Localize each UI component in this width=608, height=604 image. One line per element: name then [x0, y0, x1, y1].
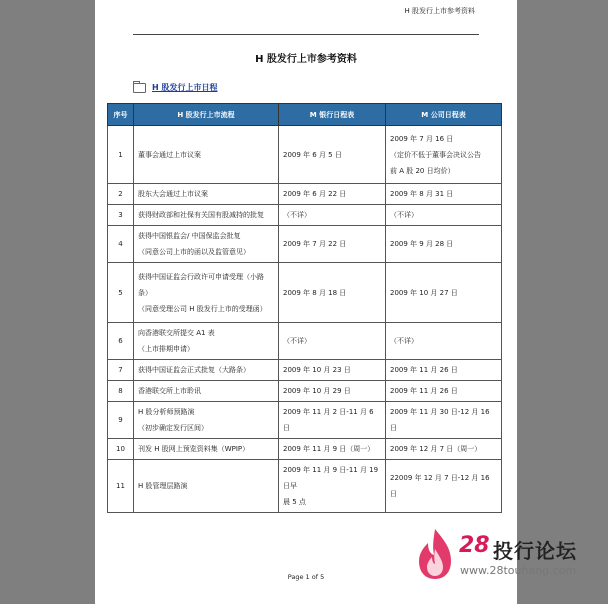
cell-no: 6	[108, 323, 134, 360]
cell-step-line: H 股管理层路演	[138, 482, 188, 490]
cell-bank	[279, 126, 386, 184]
cell-step-line: H 股分析师预路演	[138, 408, 195, 416]
watermark-brand: 投行论坛	[493, 539, 577, 563]
header-no: 序号	[108, 104, 134, 126]
table-header-row	[108, 104, 502, 126]
cell-company-line: 前 A 股 20 日均价）	[390, 166, 455, 175]
cell-bank	[279, 402, 386, 439]
cell-step-line: 获得中国银监会/ 中国保监会批复	[138, 232, 241, 240]
cell-step-line: 获得中国证监会行政许可申请受理（小路	[138, 272, 264, 281]
cell-company	[386, 226, 502, 263]
cell-step	[134, 439, 279, 460]
cell-bank	[279, 263, 386, 323]
schedule-table	[107, 103, 502, 513]
cell-company	[386, 126, 502, 184]
cell-step	[134, 360, 279, 381]
cell-bank-line: 晨 5 点	[283, 498, 306, 506]
cell-bank-line: （不详）	[283, 211, 311, 219]
cell-bank-line: 2009 年 10 月 23 日	[283, 366, 351, 374]
subsection	[133, 82, 217, 93]
cell-step-line: （初步确定发行区间）	[138, 424, 208, 432]
cell-step-line: 向香港联交所提交 A1 表	[138, 329, 215, 337]
table-row	[108, 360, 502, 381]
cell-bank	[279, 226, 386, 263]
table-row	[108, 402, 502, 439]
cell-step-line: 条）	[138, 288, 152, 297]
cell-bank	[279, 205, 386, 226]
cell-bank-line: 2009 年 6 月 22 日	[283, 190, 347, 198]
cell-step	[134, 226, 279, 263]
cell-no: 3	[108, 205, 134, 226]
cell-bank-line: 2009 年 11 月 9 日（周一）	[283, 445, 375, 453]
cell-company	[386, 460, 502, 513]
cell-company	[386, 439, 502, 460]
table-row	[108, 184, 502, 205]
cell-bank-line: 2009 年 10 月 29 日	[283, 387, 351, 395]
table-row	[108, 439, 502, 460]
header-company: M 公司日程表	[386, 104, 502, 126]
cell-step-line: （同意公司上市的函以及监管意见）	[138, 248, 250, 256]
table-row	[108, 263, 502, 323]
cell-step-line: 董事会通过上市议案	[138, 150, 201, 159]
cell-no: 9	[108, 402, 134, 439]
cell-step	[134, 205, 279, 226]
cell-bank-line: 2009 年 8 月 18 日	[283, 288, 347, 297]
cell-step	[134, 460, 279, 513]
cell-step	[134, 126, 279, 184]
table-body	[108, 126, 502, 513]
cell-step	[134, 402, 279, 439]
cell-company-line: 2009 年 11 月 30 日-12 月 16 日	[390, 408, 490, 432]
cell-bank-line: 2009 年 11 月 2 日-11 月 6 日	[283, 408, 374, 432]
header-rule	[133, 34, 479, 35]
folder-icon	[133, 83, 146, 93]
cell-bank	[279, 381, 386, 402]
cell-bank	[279, 439, 386, 460]
cell-step	[134, 184, 279, 205]
cell-step-line: 香港联交所上市聆讯	[138, 387, 201, 395]
cell-company-line: （不详）	[390, 337, 418, 345]
cell-step	[134, 323, 279, 360]
page-title: H 股发行上市参考资料	[255, 54, 357, 65]
cell-step-line: 刊发 H 股网上预览资料集（WPIP）	[138, 445, 250, 453]
cell-step-line: 获得中国证监会正式批复（大路条）	[138, 366, 250, 374]
cell-company-line: 2009 年 11 月 26 日	[390, 387, 458, 395]
header-bank: M 银行日程表	[279, 104, 386, 126]
running-header: H 股发行上市参考资料	[404, 7, 475, 15]
cell-bank	[279, 360, 386, 381]
cell-bank	[279, 184, 386, 205]
cell-company-line: 2009 年 11 月 26 日	[390, 366, 458, 374]
cell-no: 7	[108, 360, 134, 381]
cell-step-line: （上市排期申请）	[138, 345, 194, 353]
cell-no: 10	[108, 439, 134, 460]
flame-icon	[415, 527, 455, 581]
cell-company	[386, 402, 502, 439]
table-row	[108, 205, 502, 226]
cell-no: 4	[108, 226, 134, 263]
table-row	[108, 323, 502, 360]
cell-bank	[279, 323, 386, 360]
cell-step	[134, 381, 279, 402]
document-page	[95, 0, 517, 604]
cell-company	[386, 263, 502, 323]
cell-bank	[279, 460, 386, 513]
cell-step	[134, 263, 279, 323]
cell-company-line: 2009 年 8 月 31 日	[390, 190, 454, 198]
cell-company	[386, 184, 502, 205]
cell-company-line: 2009 年 7 月 16 日	[390, 134, 454, 143]
table-row	[108, 226, 502, 263]
cell-company	[386, 360, 502, 381]
cell-company-line: （定价不低于董事会决议公告	[390, 150, 481, 159]
cell-company	[386, 323, 502, 360]
table-row	[108, 381, 502, 402]
table-row	[108, 126, 502, 184]
cell-company	[386, 205, 502, 226]
cell-no: 1	[108, 126, 134, 184]
cell-no: 11	[108, 460, 134, 513]
cell-no: 2	[108, 184, 134, 205]
cell-company-line: 2009 年 10 月 27 日	[390, 288, 458, 297]
cell-company-line: （不详）	[390, 211, 418, 219]
cell-bank-line: 2009 年 11 月 9 日-11 月 19 日早	[283, 466, 379, 490]
cell-company-line: 2009 年 9 月 28 日	[390, 240, 454, 248]
cell-bank-line: 2009 年 7 月 22 日	[283, 240, 347, 248]
cell-step-line: 股东大会通过上市议案	[138, 190, 208, 198]
cell-no: 8	[108, 381, 134, 402]
subsection-link[interactable]: H 股发行上市日程	[152, 83, 218, 92]
header-step: H 股发行上市流程	[134, 104, 279, 126]
cell-no: 5	[108, 263, 134, 323]
watermark-logo	[415, 527, 605, 585]
table-row	[108, 460, 502, 513]
watermark-number: 28	[459, 533, 490, 558]
cell-company-line: 22009 年 12 月 7 日-12 月 16 日	[390, 474, 490, 498]
cell-bank-line: 2009 年 6 月 5 日	[283, 150, 342, 159]
cell-bank-line: （不详）	[283, 337, 311, 345]
page-footer: Page 1 of 5	[287, 573, 325, 581]
cell-step-line: 获得财政部和社保有关国有股减持的批复	[138, 211, 264, 219]
cell-step-line: （同意受理公司 H 股发行上市的受理函）	[138, 304, 267, 313]
cell-company-line: 2009 年 12 月 7 日（周一）	[390, 445, 482, 453]
watermark-url: www.28touhang.com	[460, 564, 577, 577]
cell-company	[386, 381, 502, 402]
